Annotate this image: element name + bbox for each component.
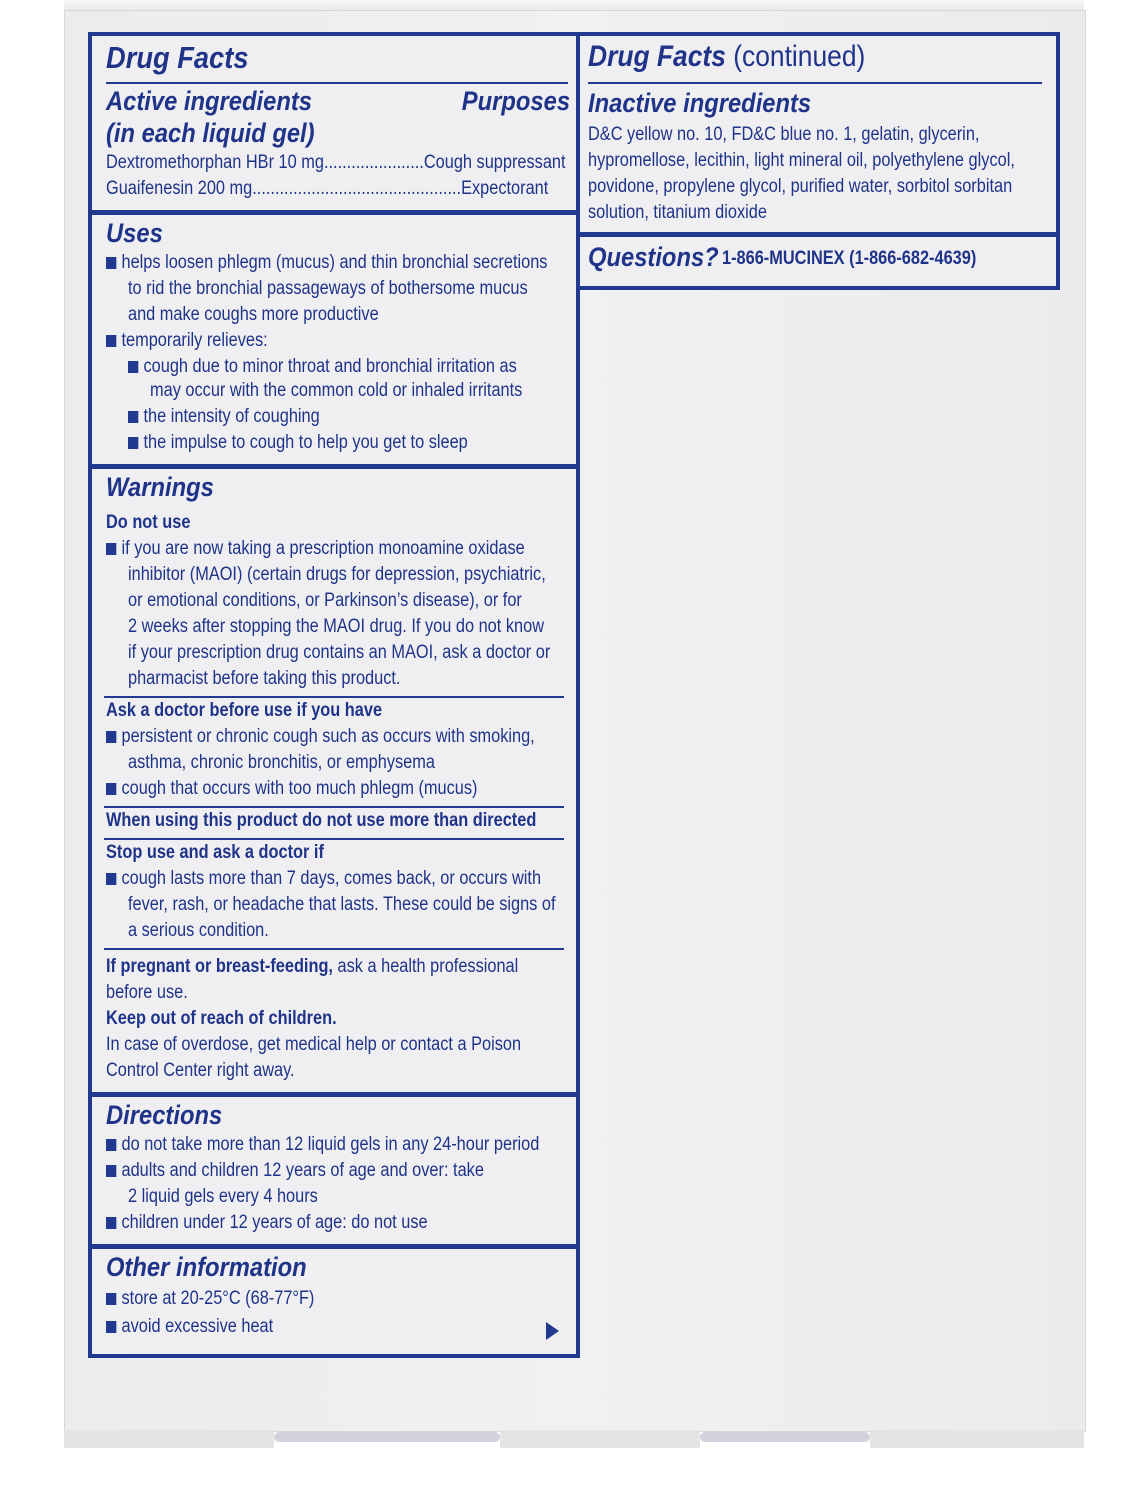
keep-out-of-reach: Keep out of reach of children.: [106, 1008, 337, 1029]
warning-item-continued: or emotional conditions, or Parkinson’s disease), or for: [128, 590, 522, 611]
bullet-icon: [106, 731, 116, 743]
bullet-icon: [106, 1321, 116, 1333]
uses-item-continued: to rid the bronchial passageways of bothersome mucus: [128, 278, 528, 299]
ingredient-name: Guaifenesin 200 mg: [106, 178, 253, 199]
ingredient-purpose: Expectorant: [461, 178, 549, 199]
dot-leader: ..............................................: [252, 178, 462, 199]
bullet-icon: [106, 873, 116, 885]
pregnancy-warning: If pregnant or breast-feeding, ask a health professional: [106, 956, 519, 977]
continue-arrow-icon: [546, 1322, 559, 1340]
overdose-text: Control Center right away.: [106, 1060, 295, 1081]
divider: [104, 696, 564, 698]
section-separator: [92, 1092, 576, 1097]
pregnancy-warning-continued: before use.: [106, 982, 188, 1003]
drug-facts-title: Drug Facts: [106, 40, 249, 75]
uses-subitem: the intensity of coughing: [128, 406, 320, 428]
uses-heading: Uses: [106, 218, 163, 248]
uses-item: temporarily relieves:: [106, 330, 268, 352]
directions-item: children under 12 years of age: do not use: [106, 1212, 428, 1234]
questions-phone: 1-866-MUCINEX (1-866-682-4639): [722, 248, 977, 269]
bullet-icon: [128, 361, 138, 373]
package-gap-shadow: [274, 1432, 500, 1442]
warning-item-continued: 2 weeks after stopping the MAOI drug. If you do not know: [128, 616, 544, 637]
directions-item-continued: 2 liquid gels every 4 hours: [128, 1186, 318, 1207]
other-info-item: avoid excessive heat: [106, 1316, 273, 1338]
warning-item: cough that occurs with too much phlegm (mucus): [106, 778, 477, 800]
warning-item-continued: if your prescription drug contains an MAOI, ask a doctor or: [128, 642, 551, 663]
bullet-icon: [106, 1139, 116, 1151]
stop-use-heading: Stop use and ask a doctor if: [106, 842, 324, 863]
package-flap: [64, 1430, 274, 1448]
uses-item: helps loosen phlegm (mucus) and thin bronchial secretions: [106, 252, 547, 274]
warning-item: persistent or chronic cough such as occurs with smoking,: [106, 726, 535, 748]
bullet-icon: [106, 335, 116, 347]
package-flap: [500, 1430, 700, 1448]
uses-item-continued: and make coughs more productive: [128, 304, 379, 325]
ingredient-name: Dextromethorphan HBr 10 mg: [106, 152, 324, 173]
bullet-icon: [106, 257, 116, 269]
drug-facts-continued-panel: [576, 32, 1060, 290]
dot-leader: ......................: [323, 152, 424, 173]
section-separator: [580, 232, 1056, 237]
warning-item-continued: fever, rash, or headache that lasts. These could be signs of: [128, 894, 556, 915]
uses-subitem-continued: may occur with the common cold or inhaled irritants: [150, 380, 523, 401]
directions-item: adults and children 12 years of age and over: take: [106, 1160, 484, 1182]
directions-item: do not take more than 12 liquid gels in any 24-hour period: [106, 1134, 539, 1156]
ingredient-row-dextromethorphan: [106, 152, 566, 174]
inactive-ingredients-text: D&C yellow no. 10, FD&C blue no. 1, gelatin, glycerin,: [588, 124, 980, 145]
divider: [104, 948, 564, 950]
divider: [104, 806, 564, 808]
ingredient-row-guaifenesin: [106, 178, 548, 200]
bullet-icon: [106, 1217, 116, 1229]
when-using-heading: When using this product do not use more than directed: [106, 810, 537, 831]
inactive-ingredients-text: solution, titanium dioxide: [588, 202, 767, 223]
active-ingredients-heading: Active ingredients: [106, 86, 312, 116]
bullet-icon: [106, 1165, 116, 1177]
inactive-ingredients-text: hypromellose, lecithin, light mineral oil, polyethylene glycol,: [588, 150, 1015, 171]
bullet-icon: [106, 783, 116, 795]
other-information-heading: Other information: [106, 1252, 307, 1282]
drug-facts-panel: [88, 32, 580, 1358]
inactive-ingredients-text: povidone, propylene glycol, purified water, sorbitol sorbitan: [588, 176, 1013, 197]
uses-subitem: cough due to minor throat and bronchial irritation as: [128, 356, 517, 378]
bullet-icon: [128, 411, 138, 423]
bullet-icon: [128, 437, 138, 449]
divider: [104, 838, 564, 840]
divider: [106, 82, 568, 84]
ingredient-purpose: Cough suppressant: [423, 152, 566, 173]
package-flap: [870, 1430, 1084, 1448]
warning-item-continued: inhibitor (MAOI) (certain drugs for depression, psychiatric,: [128, 564, 546, 585]
do-not-use-heading: Do not use: [106, 512, 191, 533]
bullet-icon: [106, 543, 116, 555]
drug-facts-continued-title: Drug Facts (continued): [588, 40, 866, 73]
section-separator: [92, 210, 576, 215]
bullet-icon: [106, 1293, 116, 1305]
other-info-item: store at 20-25°C (68-77°F): [106, 1288, 314, 1310]
warning-item: cough lasts more than 7 days, comes back, or occurs with: [106, 868, 541, 890]
purposes-heading: Purposes: [461, 86, 570, 116]
warning-item: if you are now taking a prescription monoamine oxidase: [106, 538, 525, 560]
directions-heading: Directions: [106, 1100, 223, 1130]
warning-item-continued: pharmacist before taking this product.: [128, 668, 401, 689]
divider: [588, 82, 1042, 84]
ask-doctor-heading: Ask a doctor before use if you have: [106, 700, 383, 721]
overdose-text: In case of overdose, get medical help or contact a Poison: [106, 1034, 522, 1055]
section-separator: [92, 464, 576, 469]
inactive-ingredients-heading: Inactive ingredients: [588, 88, 812, 118]
uses-subitem: the impulse to cough to help you get to sleep: [128, 432, 468, 454]
active-ingredients-subheading: (in each liquid gel): [106, 118, 315, 148]
package-gap-shadow: [700, 1432, 870, 1442]
warning-item-continued: asthma, chronic bronchitis, or emphysema: [128, 752, 435, 773]
warnings-heading: Warnings: [106, 472, 214, 502]
questions-label: Questions?: [588, 242, 719, 272]
section-separator: [92, 1244, 576, 1249]
warning-item-continued: a serious condition.: [128, 920, 269, 941]
